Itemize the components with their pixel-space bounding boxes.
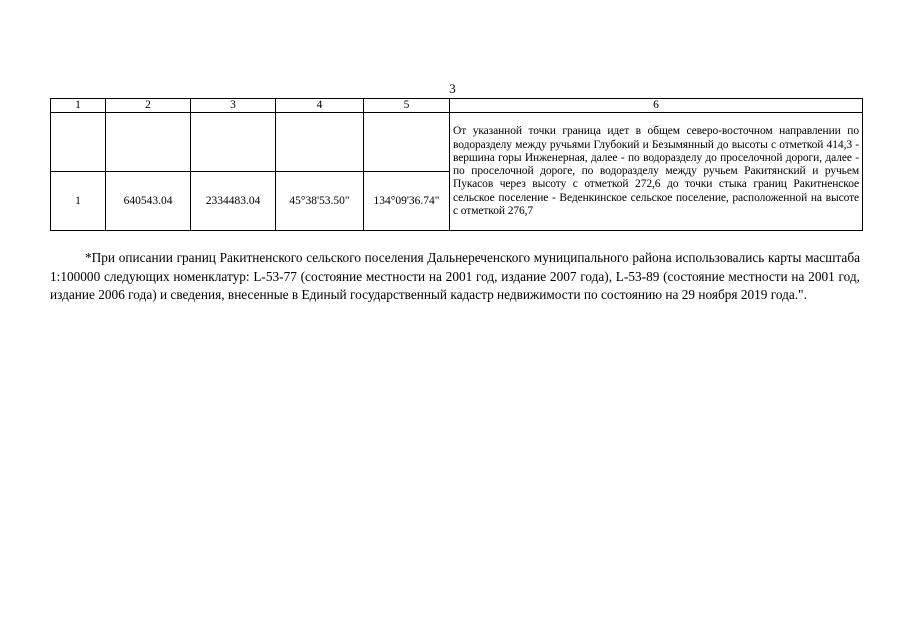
x-coordinate-cell: 640543.04	[106, 172, 191, 231]
boundary-description-cell: От указанной точки граница идет в общем северо-восточном направлении по водоразделу между ручьями Глубокий и Безымянный до высоты с отметкой 414,3 - вершина горы Инженерная, далее - по водоразделу до проселочной дороги, далее - по проселочной дороге, по водоразделу между ручьем Ракитянский и ручьем Пукасов через высоту с отметкой 272,6 до точки стыка границ Ракитненское сельское поселение - Веденкинское сельское поселение, расположенной на высоте с отметкой 276,7	[450, 113, 863, 231]
empty-cell	[191, 113, 276, 172]
y-coordinate-cell: 2334483.04	[191, 172, 276, 231]
longitude-cell: 134°09'36.74"	[364, 172, 450, 231]
page-number: 3	[449, 81, 456, 96]
maps-source-footnote: *При описании границ Ракитненского сельского поселения Дальнереченского муниципального района использовались карты масштаба 1:100000 следующих номенклатур: L-53-77 (состояние местности на 2001 год, издание 2007 года), L-53-89 (состояние местности на 2001 год, издание 2006 года) и сведения, внесенные в Единый государственный кадастр недвижимости по состоянию на 29 ноября 2019 года.".	[50, 250, 860, 303]
column-header-point-number: 1	[51, 99, 106, 113]
column-header-longitude: 5	[364, 99, 450, 113]
empty-cell	[51, 113, 106, 172]
column-header-y: 3	[191, 99, 276, 113]
table-row-blank	[51, 113, 863, 172]
empty-cell	[106, 113, 191, 172]
empty-cell	[364, 113, 450, 172]
table-header-row	[51, 99, 863, 113]
column-header-x: 2	[106, 99, 191, 113]
empty-cell	[276, 113, 364, 172]
latitude-cell: 45°38'53.50"	[276, 172, 364, 231]
point-number-cell: 1	[51, 172, 106, 231]
column-header-description: 6	[450, 99, 863, 113]
column-header-latitude: 4	[276, 99, 364, 113]
boundary-coordinates-table	[50, 98, 863, 231]
